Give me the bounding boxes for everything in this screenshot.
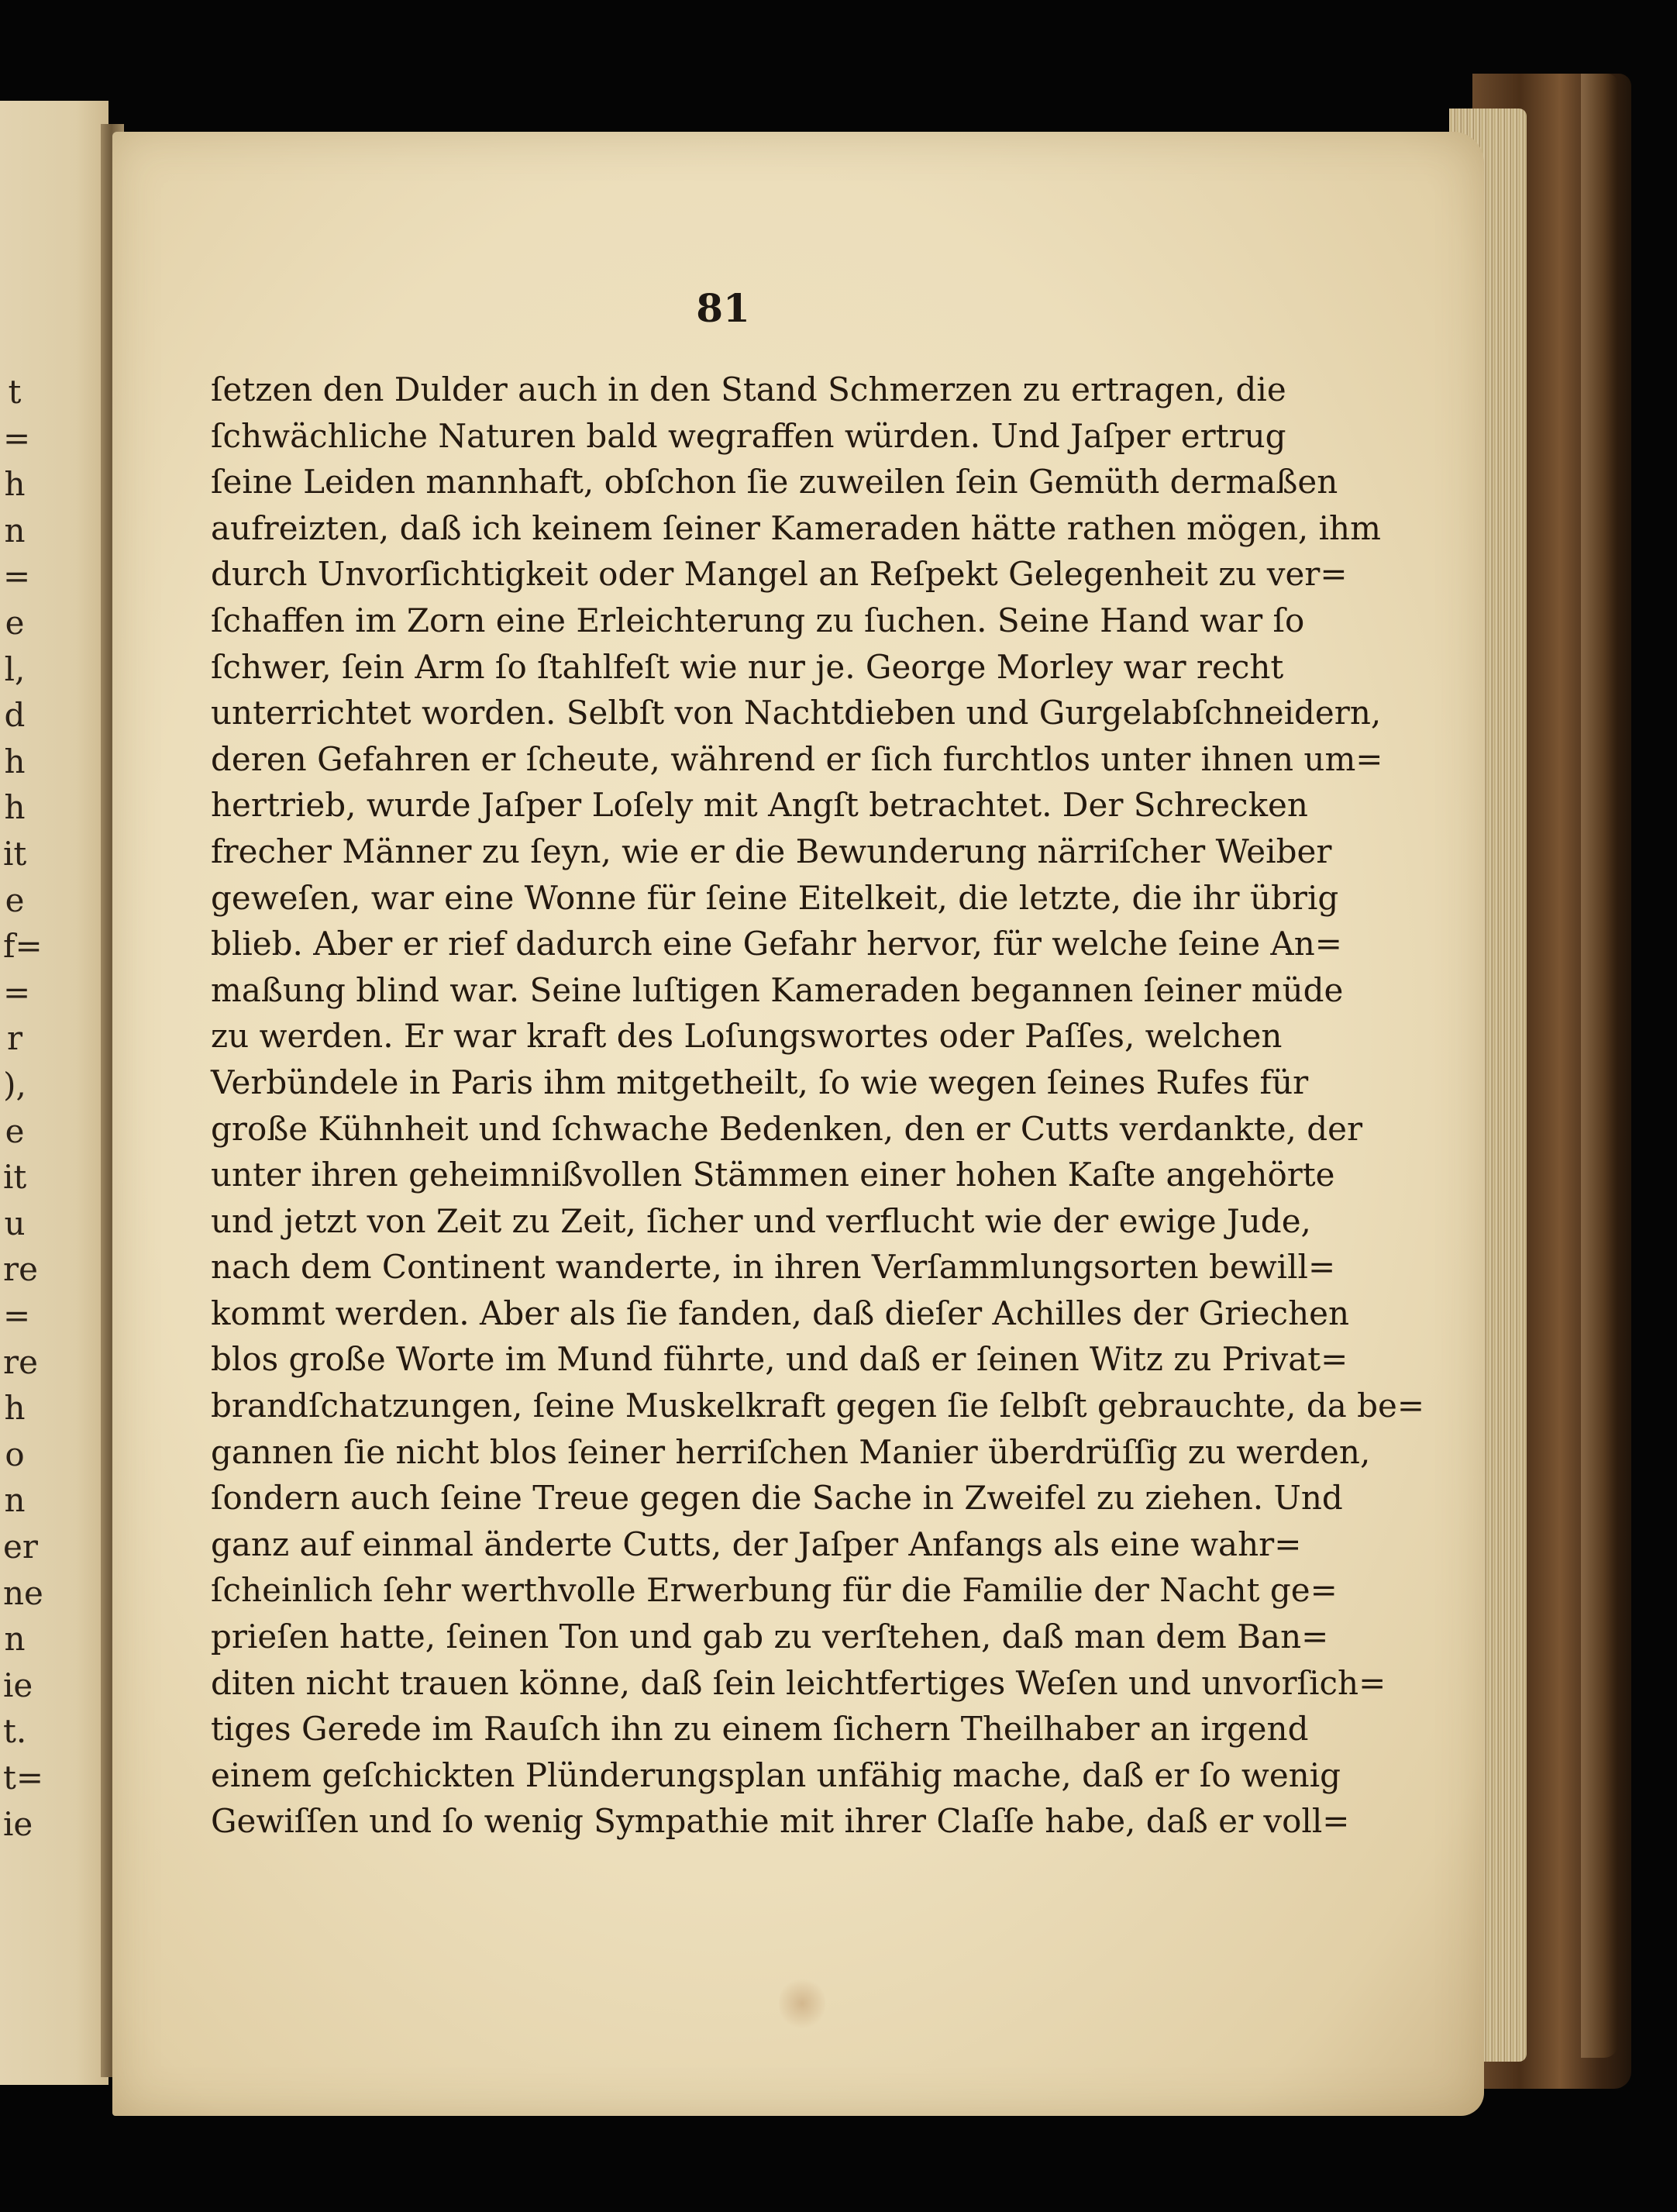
left-page-fragment: h bbox=[4, 788, 26, 827]
left-page-fragment: it bbox=[3, 1158, 27, 1197]
text-line: ſeine Leiden mannhaft, obſchon ſie zuweilen ſein Gemüth dermaßen bbox=[211, 463, 1338, 501]
text-line: frecher Männer zu ſeyn, wie er die Bewunderung närriſcher Weiber bbox=[211, 832, 1332, 870]
left-page-fragment: d bbox=[4, 696, 26, 735]
text-line: nach dem Continent wanderte, in ihren Verſammlungsorten bewill= bbox=[211, 1248, 1336, 1287]
text-line: ſchwer, ſein Arm ſo ſtahlfeſt wie nur je. George Morley war recht bbox=[211, 647, 1284, 686]
left-page-fragment: u bbox=[4, 1204, 26, 1242]
text-line: einem geſchickten Plünderungsplan unfähig mache, daß er ſo wenig bbox=[211, 1755, 1341, 1794]
left-page-fragment: re bbox=[3, 1250, 38, 1289]
text-line: gannen ſie nicht blos ſeiner herriſchen Manier überdrüſſig zu werden, bbox=[211, 1432, 1371, 1471]
left-page-fragment: = bbox=[3, 557, 31, 596]
text-line: prieſen hatte, ſeinen Ton und gab zu verſtehen, daß man dem Ban= bbox=[211, 1618, 1329, 1656]
left-page-fragment: re bbox=[3, 1342, 38, 1381]
left-page-fragment: l, bbox=[4, 649, 26, 688]
text-line: tiges Gerede im Rauſch ihn zu einem ſichern Theilhaber an irgend bbox=[211, 1710, 1309, 1749]
left-page-fragment: ne bbox=[3, 1573, 43, 1612]
left-page-fragment: = bbox=[3, 973, 31, 1011]
left-page-fragment: it bbox=[3, 835, 27, 873]
text-line: deren Gefahren er ſcheute, während er ſich furchtlos unter ihnen um= bbox=[211, 739, 1383, 778]
text-line: ſcheinlich ſehr werthvolle Erwerbung für die Familie der Nacht ge= bbox=[211, 1571, 1338, 1610]
text-line: kommt werden. Aber als ſie fanden, daß dieſer Achilles der Griechen bbox=[211, 1294, 1350, 1332]
left-page-fragment: o bbox=[5, 1435, 25, 1473]
text-line: hertrieb, wurde Jaſper Loſely mit Angſt betrachtet. Der Schrecken bbox=[211, 786, 1308, 825]
left-page-fragment: r bbox=[6, 1019, 23, 1058]
left-page-fragment: = bbox=[3, 419, 31, 457]
left-page-fragment: t. bbox=[3, 1712, 27, 1751]
left-page-fragment: ), bbox=[3, 1066, 26, 1104]
text-line: brandſchatzungen, ſeine Muskelkraft gegen ſie ſelbſt gebrauchte, da be= bbox=[211, 1387, 1425, 1425]
left-page-fragment: h bbox=[4, 1389, 26, 1428]
left-page-fragment: n bbox=[4, 1620, 26, 1659]
text-line: ſchwächliche Naturen bald wegraffen würden. Und Jaſper ertrug bbox=[211, 416, 1286, 455]
text-line: ganz auf einmal änderte Cutts, der Jaſper Anfangs als eine wahr= bbox=[211, 1525, 1302, 1563]
book-cover-edge bbox=[1581, 74, 1618, 2058]
text-line: zu werden. Er war kraft des Loſungswortes oder Paſſes, welchen bbox=[211, 1017, 1283, 1056]
text-line: ſetzen den Dulder auch in den Stand Schmerzen zu ertragen, die bbox=[211, 370, 1286, 408]
left-page-fragment: n bbox=[4, 511, 26, 550]
text-line: ſondern auch ſeine Treue gegen die Sache in Zweifel zu ziehen. Und bbox=[211, 1479, 1343, 1518]
text-line: Gewiſſen und ſo wenig Sympathie mit ihrer Claſſe habe, daß er voll= bbox=[211, 1802, 1350, 1841]
text-line: blos große Worte im Mund führte, und daß er ſeinen Witz zu Privat= bbox=[211, 1340, 1348, 1379]
paper-stain bbox=[779, 1976, 825, 2031]
page-number: 81 bbox=[696, 285, 750, 331]
left-page-fragment: f= bbox=[3, 927, 43, 966]
text-line: unterrichtet worden. Selbſt von Nachtdieben und Gurgelabſchneidern, bbox=[211, 694, 1382, 732]
body-text bbox=[211, 367, 1425, 1845]
left-page-fragment: e bbox=[5, 1111, 25, 1150]
text-line: ſchaffen im Zorn eine Erleichterung zu ſuchen. Seine Hand war ſo bbox=[211, 601, 1305, 639]
text-line: diten nicht trauen könne, daß ſein leichtfertiges Weſen und unvorſich= bbox=[211, 1663, 1386, 1702]
left-facing-page bbox=[0, 101, 108, 2085]
text-line: durch Unvorſichtigkeit oder Mangel an Reſpekt Gelegenheit zu ver= bbox=[211, 555, 1348, 594]
left-page-fragment: ie bbox=[3, 1804, 33, 1843]
text-line: große Kühnheit und ſchwache Bedenken, den er Cutts verdankte, der bbox=[211, 1109, 1363, 1148]
text-line: geweſen, war eine Wonne für ſeine Eitelkeit, die letzte, die ihr übrig bbox=[211, 878, 1339, 917]
left-page-fragment: = bbox=[3, 1297, 31, 1335]
left-page-fragment: n bbox=[4, 1481, 26, 1520]
text-line: und jetzt von Zeit zu Zeit, ſicher und verflucht wie der ewige Jude, bbox=[211, 1201, 1311, 1240]
text-line: unter ihren geheimnißvollen Stämmen einer hohen Kaſte angehörte bbox=[211, 1156, 1335, 1194]
left-page-fragment: h bbox=[4, 465, 26, 504]
left-page-fragment: e bbox=[5, 604, 25, 642]
left-page-fragment: e bbox=[5, 880, 25, 919]
text-line: aufreizten, daß ich keinem ſeiner Kameraden hätte rathen mögen, ihm bbox=[211, 508, 1381, 547]
text-line: Verbündele in Paris ihm mitgetheilt, ſo wie wegen ſeines Rufes für bbox=[211, 1063, 1309, 1101]
left-page-fragment: h bbox=[4, 742, 26, 780]
left-page-fragment: ie bbox=[3, 1666, 33, 1704]
text-line: blieb. Aber er rief dadurch eine Gefahr hervor, für welche ſeine An= bbox=[211, 925, 1342, 963]
left-page-fragment: t bbox=[8, 373, 22, 411]
left-page-fragment: er bbox=[3, 1528, 38, 1566]
text-line: maßung blind war. Seine luſtigen Kameraden begannen ſeiner müde bbox=[211, 970, 1344, 1009]
left-page-fragment: t= bbox=[3, 1759, 44, 1797]
